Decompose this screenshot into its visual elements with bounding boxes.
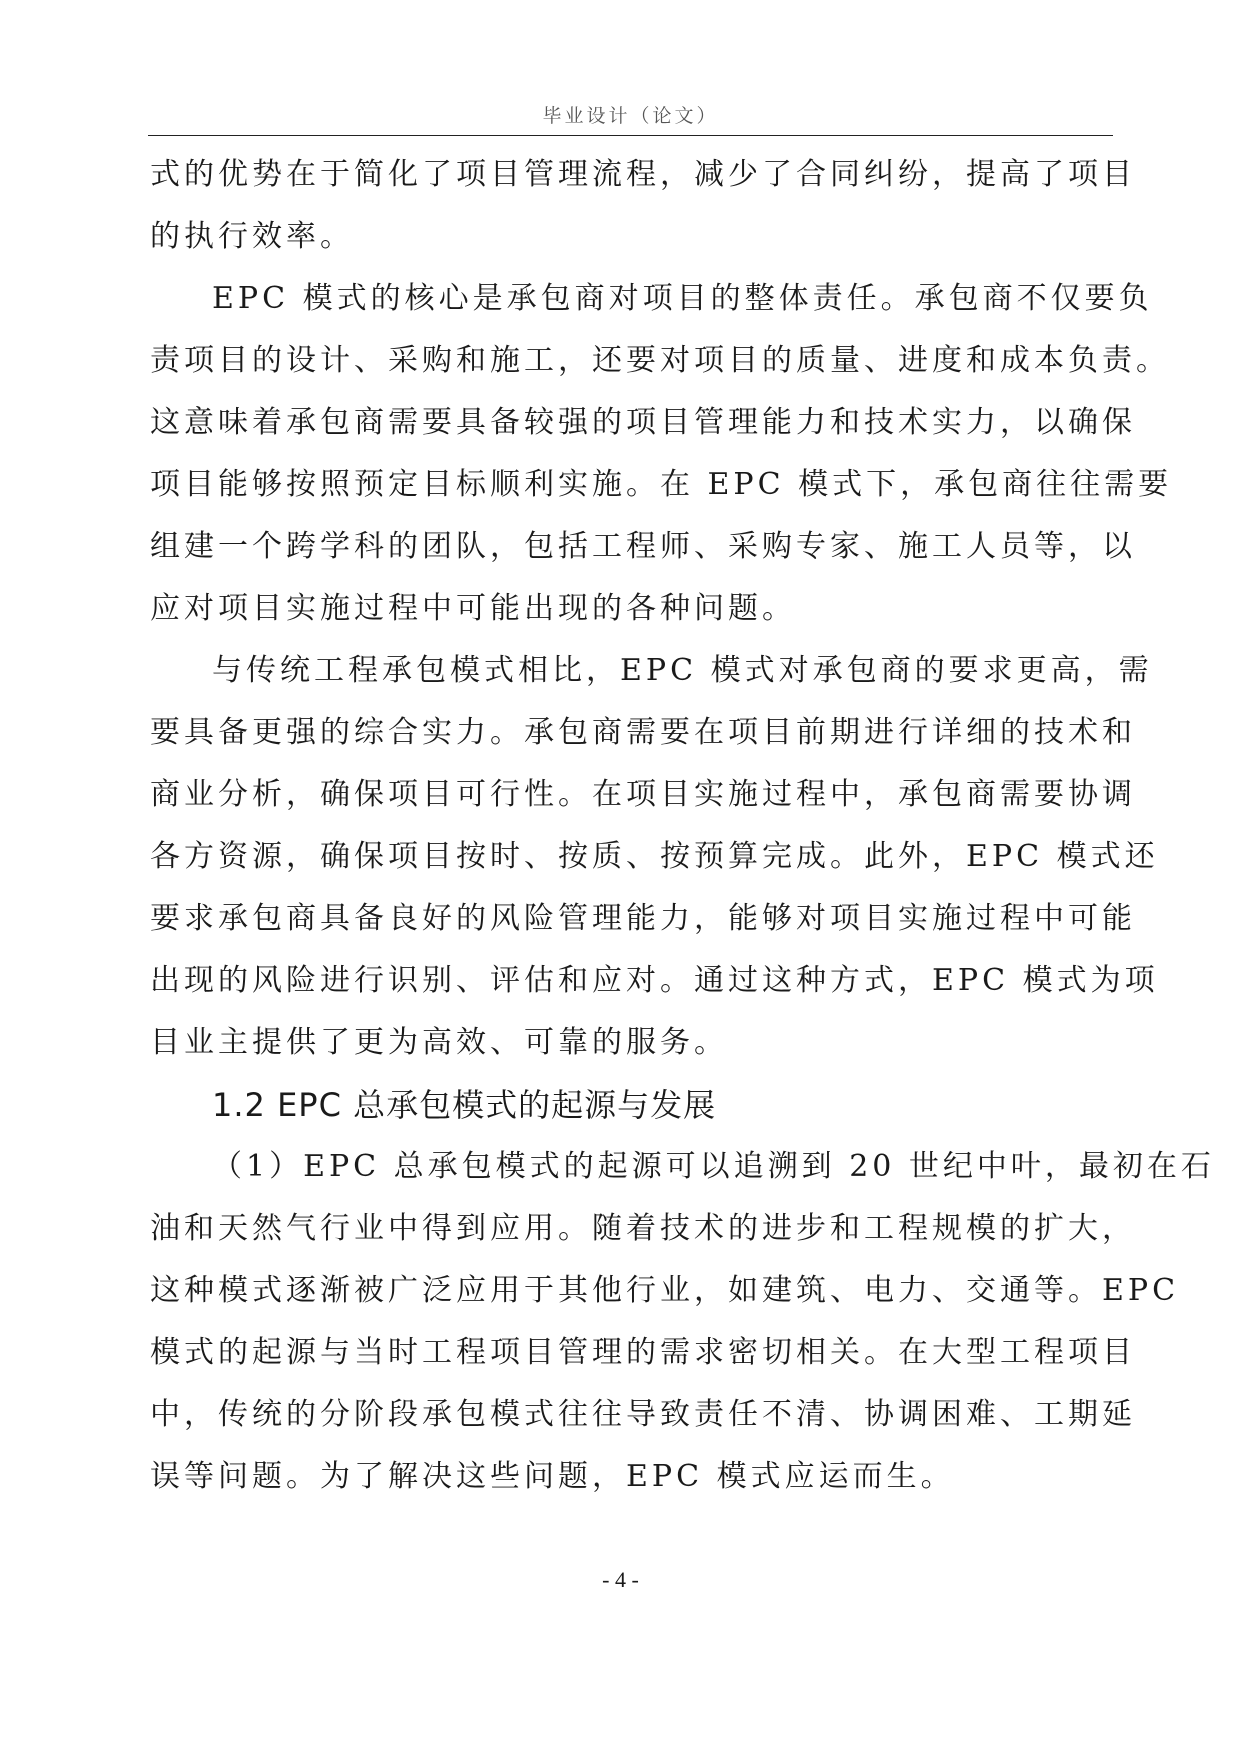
body-line: 组建一个跨学科的团队，包括工程师、采购专家、施工人员等，以 — [150, 529, 1136, 564]
body-line: 出现的风险进行识别、评估和应对。通过这种方式，EPC 模式为项 — [150, 963, 1159, 998]
paragraph-first-line: 与传统工程承包模式相比，EPC 模式对承包商的要求更高，需 — [212, 653, 1153, 688]
body-line: 误等问题。为了解决这些问题，EPC 模式应运而生。 — [150, 1459, 955, 1494]
header-rule — [148, 135, 1113, 136]
body-line: 要求承包商具备良好的风险管理能力，能够对项目实施过程中可能 — [150, 901, 1136, 936]
running-header: 毕业设计（论文） — [542, 105, 719, 127]
section-heading: 1.2 EPC 总承包模式的起源与发展 — [212, 1086, 717, 1124]
paragraph-first-line: EPC 模式的核心是承包商对项目的整体责任。承包商不仅要负 — [212, 281, 1153, 316]
body-line: 这种模式逐渐被广泛应用于其他行业，如建筑、电力、交通等。EPC — [150, 1273, 1180, 1308]
body-line: 商业分析，确保项目可行性。在项目实施过程中，承包商需要协调 — [150, 777, 1136, 812]
body-line: 的执行效率。 — [150, 219, 354, 254]
page-number: - 4 - — [602, 1567, 639, 1592]
body-line: 项目能够按照预定目标顺利实施。在 EPC 模式下，承包商往往需要 — [150, 467, 1173, 502]
body-line: 目业主提供了更为高效、可靠的服务。 — [150, 1025, 728, 1060]
body-line: 应对项目实施过程中可能出现的各种问题。 — [150, 591, 796, 626]
body-line: 式的优势在于简化了项目管理流程，减少了合同纠纷，提高了项目 — [150, 157, 1136, 192]
body-line: 油和天然气行业中得到应用。随着技术的进步和工程规模的扩大， — [150, 1211, 1136, 1246]
body-line: 模式的起源与当时工程项目管理的需求密切相关。在大型工程项目 — [150, 1335, 1136, 1370]
paragraph-first-line: （1）EPC 总承包模式的起源可以追溯到 20 世纪中叶，最初在石 — [212, 1149, 1215, 1184]
body-line: 中，传统的分阶段承包模式往往导致责任不清、协调困难、工期延 — [150, 1397, 1136, 1432]
body-line: 这意味着承包商需要具备较强的项目管理能力和技术实力，以确保 — [150, 405, 1136, 440]
body-line: 要具备更强的综合实力。承包商需要在项目前期进行详细的技术和 — [150, 715, 1136, 750]
body-line: 责项目的设计、采购和施工，还要对项目的质量、进度和成本负责。 — [150, 343, 1170, 378]
body-line: 各方资源，确保项目按时、按质、按预算完成。此外，EPC 模式还 — [150, 839, 1159, 874]
